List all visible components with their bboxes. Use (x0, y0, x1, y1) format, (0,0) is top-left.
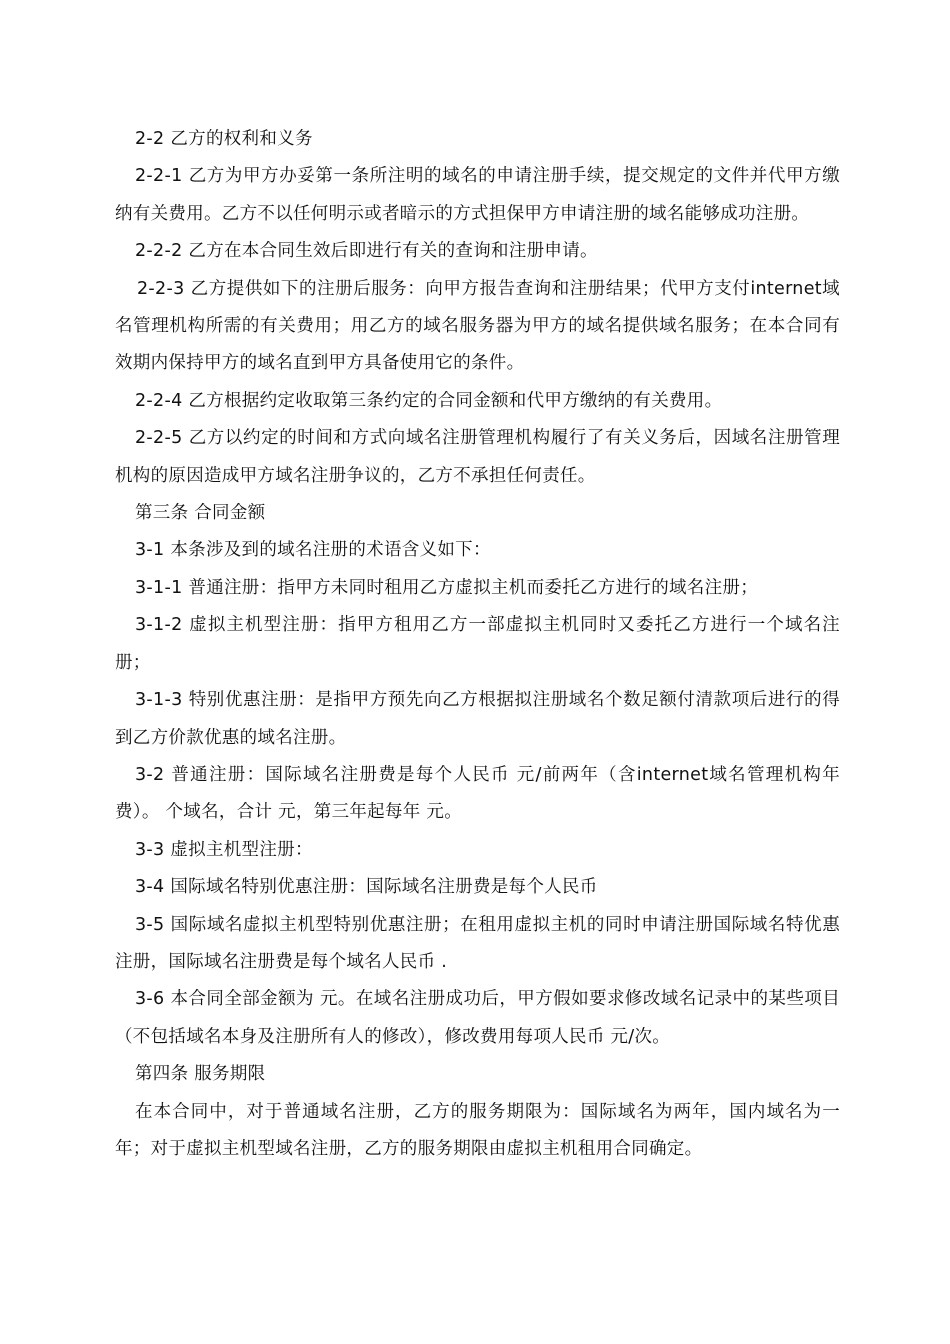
article-4-body: 在本合同中，对于普通域名注册，乙方的服务期限为：国际域名为两年，国内域名为一年；对于虚拟主机型域名注册，乙方的服务期限由虚拟主机租用合同确定。 (115, 1101, 840, 1159)
section-heading-2-2: 2-2 乙方的权利和义务 (135, 129, 313, 149)
clause-2-2-2: 2-2-2 乙方在本合同生效后即进行有关的查询和注册申请。 (135, 241, 598, 262)
article-3-heading: 第三条 合同金额 (135, 503, 266, 524)
clause-3-1: 3-1 本条涉及到的域名注册的术语含义如下： (135, 540, 491, 561)
clause-3-4: 3-4 国际域名特别优惠注册：国际域名注册费是每个人民币 (135, 877, 598, 898)
clause-2-2-5: 2-2-5 乙方以约定的时间和方式向域名注册管理机构履行了有关义务后，因域名注册管理机构的原因造成甲方域名注册争议的，乙方不承担任何责任。 (115, 428, 840, 486)
clause-2-2-3: 2-2-3 乙方提供如下的注册后服务：向甲方报告查询和注册结果；代甲方支付internet域名管理机构所需的有关费用；用乙方的域名服务器为甲方的域名提供域名服务；在本合同有效期内保持甲方的域名直到甲方具备使用它的条件。 (115, 278, 840, 374)
document-body (115, 121, 840, 1168)
clause-3-1-2: 3-1-2 虚拟主机型注册：指甲方租用乙方一部虚拟主机同时又委托乙方进行一个域名注册； (115, 615, 840, 673)
clause-3-6: 3-6 本合同全部金额为 元。在域名注册成功后，甲方假如要求修改域名记录中的某些项目（不包括域名本身及注册所有人的修改），修改费用每项人民币 元/次。 (115, 989, 840, 1047)
clause-2-2-4: 2-2-4 乙方根据约定收取第三条约定的合同金额和代甲方缴纳的有关费用。 (135, 390, 723, 411)
clause-3-3: 3-3 虚拟主机型注册： (135, 839, 313, 860)
article-4-heading: 第四条 服务期限 (135, 1064, 266, 1085)
clause-3-2: 3-2 普通注册：国际域名注册费是每个人民币 元/前两年（含internet域名管理机构年费）。 个域名，合计 元，第三年起每年 元。 (115, 764, 840, 823)
clause-3-5: 3-5 国际域名虚拟主机型特别优惠注册；在租用虚拟主机的同时申请注册国际域名特优惠注册，国际域名注册费是每个域名人民币 . (115, 914, 840, 972)
clause-3-1-3: 3-1-3 特别优惠注册：是指甲方预先向乙方根据拟注册域名个数足额付清款项后进行的得到乙方价款优惠的域名注册。 (115, 690, 840, 748)
clause-3-1-1: 3-1-1 普通注册：指甲方未同时租用乙方虚拟主机而委托乙方进行的域名注册； (135, 577, 758, 598)
clause-2-2-1: 2-2-1 乙方为甲方办妥第一条所注明的域名的申请注册手续，提交规定的文件并代甲方缴纳有关费用。乙方不以任何明示或者暗示的方式担保甲方申请注册的域名能够成功注册。 (115, 166, 840, 224)
